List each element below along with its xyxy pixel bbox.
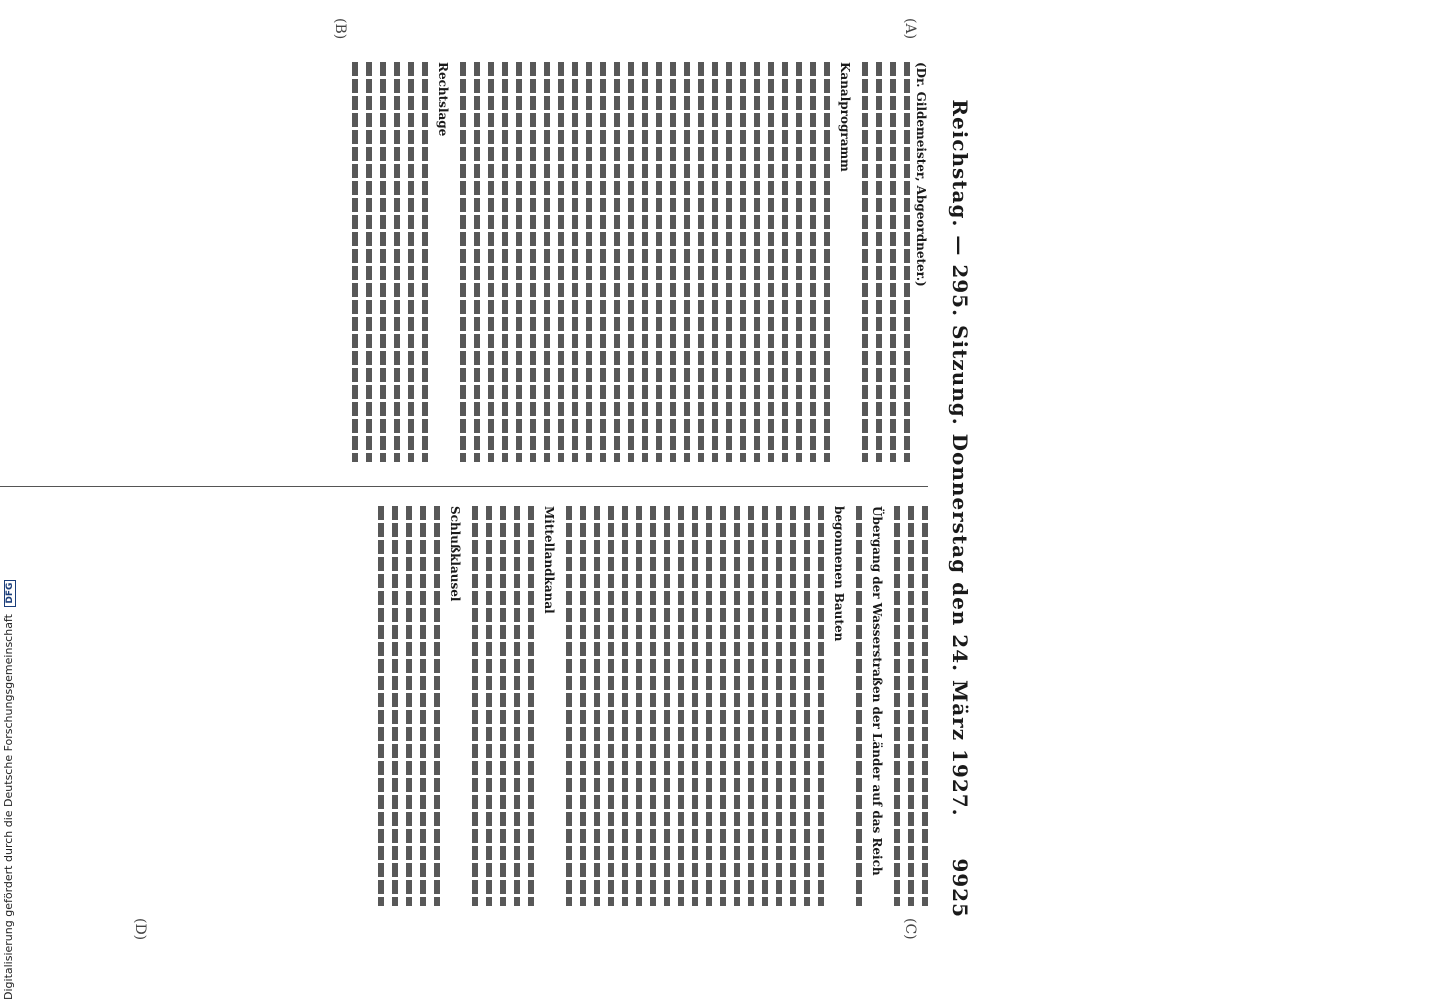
column-divider xyxy=(0,486,928,487)
text-line xyxy=(420,506,426,906)
text-column-right xyxy=(0,506,928,906)
text-line xyxy=(622,506,628,906)
text-line xyxy=(378,506,384,906)
text-line xyxy=(628,62,634,462)
text-line xyxy=(890,62,896,462)
text-line xyxy=(804,506,810,906)
text-line xyxy=(650,506,656,906)
dfg-logo-icon: DFG xyxy=(4,580,16,607)
text-line xyxy=(692,506,698,906)
digitization-credit xyxy=(2,580,16,1000)
body-text-block xyxy=(378,506,928,906)
text-line xyxy=(720,506,726,906)
text-line xyxy=(678,506,684,906)
text-line xyxy=(790,506,796,906)
margin-mark-a: (A) xyxy=(902,18,918,40)
margin-mark-c: (C) xyxy=(902,918,918,940)
text-line xyxy=(566,506,572,906)
text-line xyxy=(734,506,740,906)
text-line xyxy=(580,506,586,906)
text-line xyxy=(748,506,754,906)
text-line xyxy=(754,62,760,462)
text-line xyxy=(516,62,522,462)
text-line xyxy=(486,506,492,906)
text-line xyxy=(380,62,386,462)
text-line xyxy=(862,62,868,462)
text-line xyxy=(876,62,882,462)
scanned-page xyxy=(0,18,1008,941)
text-line xyxy=(670,62,676,462)
text-line xyxy=(856,506,862,906)
text-line xyxy=(636,506,642,906)
text-line xyxy=(740,62,746,462)
text-line xyxy=(768,62,774,462)
text-line xyxy=(642,62,648,462)
text-line xyxy=(600,62,606,462)
text-line xyxy=(474,62,480,462)
text-line xyxy=(514,506,520,906)
text-line xyxy=(810,62,816,462)
text-line xyxy=(392,506,398,906)
bold-term: Kanalprogramm xyxy=(838,62,852,172)
text-line xyxy=(422,62,428,462)
text-line xyxy=(558,62,564,462)
bold-term: Mittellandkanal xyxy=(542,506,556,614)
text-line xyxy=(460,62,466,462)
text-line xyxy=(500,506,506,906)
bold-term: Übergang der Wasserstraßen der Länder auf das Reich xyxy=(870,506,884,876)
text-line xyxy=(352,62,358,462)
text-line xyxy=(656,62,662,462)
text-line xyxy=(664,506,670,906)
margin-mark-b: (B) xyxy=(332,18,348,40)
text-line xyxy=(712,62,718,462)
text-line xyxy=(614,62,620,462)
text-line xyxy=(922,506,928,906)
text-line xyxy=(818,506,824,906)
text-column-left xyxy=(0,62,928,462)
running-header xyxy=(942,58,978,918)
text-line xyxy=(904,62,910,462)
text-line xyxy=(762,506,768,906)
text-line xyxy=(530,62,536,462)
text-line xyxy=(908,506,914,906)
body-text-block xyxy=(352,62,910,462)
text-line xyxy=(824,62,830,462)
text-line xyxy=(586,62,592,462)
text-line xyxy=(796,62,802,462)
text-line xyxy=(894,506,900,906)
page-number: 9925 xyxy=(948,858,972,918)
text-line xyxy=(366,62,372,462)
credit-text: Digitalisierung gefördert durch die Deutsche Forschungsgemeinschaft xyxy=(2,614,15,1000)
text-line xyxy=(594,506,600,906)
text-line xyxy=(502,62,508,462)
text-line xyxy=(698,62,704,462)
text-line xyxy=(408,62,414,462)
text-line xyxy=(726,62,732,462)
text-line xyxy=(544,62,550,462)
margin-mark-d: (D) xyxy=(132,918,148,941)
text-line xyxy=(706,506,712,906)
speaker-attribution: (Dr. Gildemeister, Abgeordneter.) xyxy=(914,62,928,287)
bold-term: Schlußklausel xyxy=(448,506,462,602)
page-header-title: Reichstag. — 295. Sitzung. Donnerstag den 24. März 1927. xyxy=(948,99,972,817)
bold-term: begonnenen Bauten xyxy=(832,506,846,642)
bold-term: Rechtslage xyxy=(436,62,450,137)
text-line xyxy=(608,506,614,906)
text-line xyxy=(488,62,494,462)
text-line xyxy=(776,506,782,906)
text-line xyxy=(434,506,440,906)
text-line xyxy=(572,62,578,462)
text-line xyxy=(528,506,534,906)
text-line xyxy=(394,62,400,462)
text-line xyxy=(684,62,690,462)
text-line xyxy=(782,62,788,462)
text-line xyxy=(406,506,412,906)
text-line xyxy=(472,506,478,906)
